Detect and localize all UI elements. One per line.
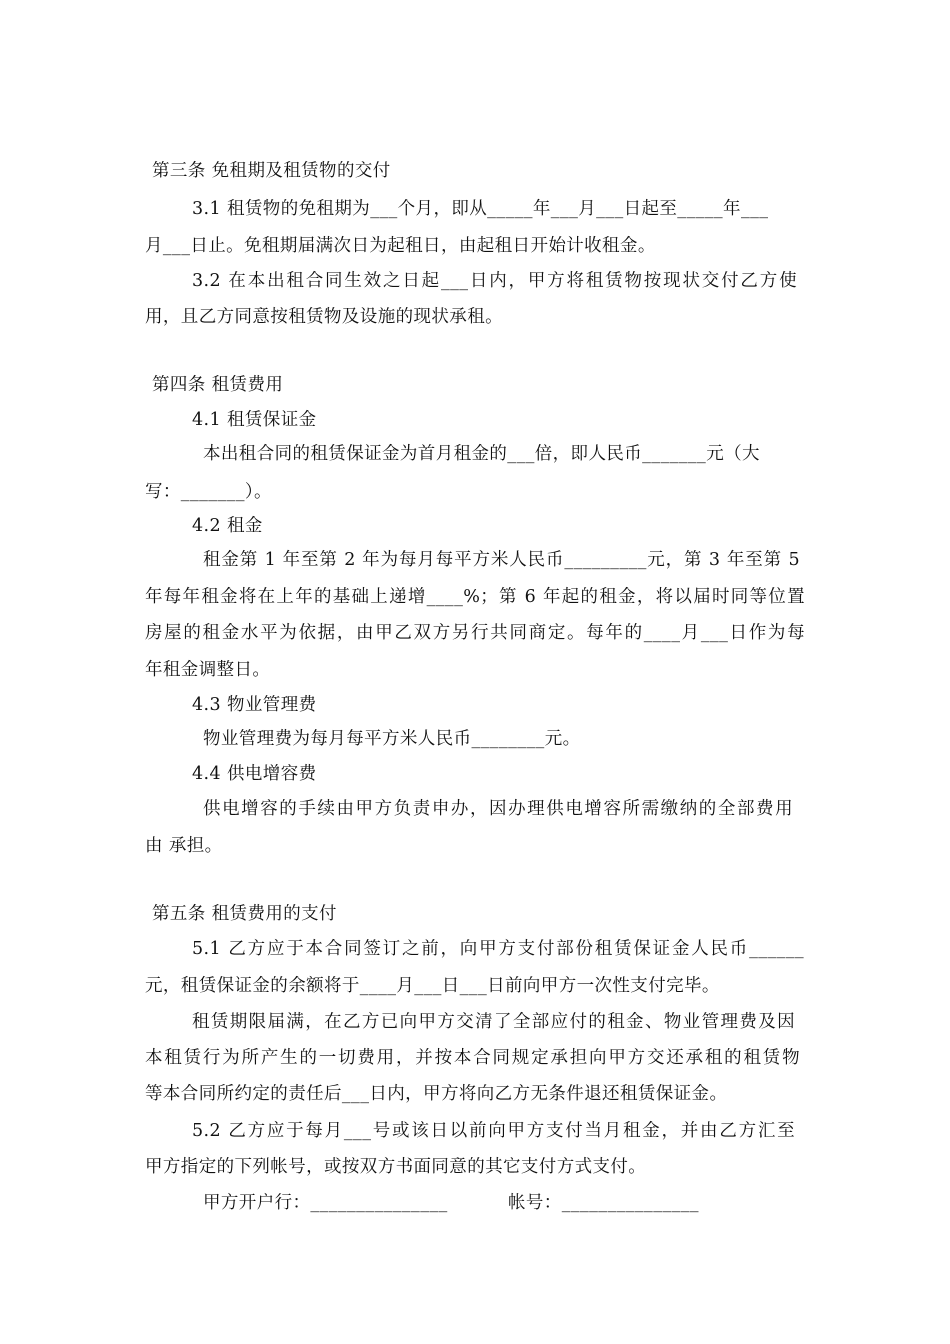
clause-4-2-line-3: 房屋的租金水平为依据，由甲乙双方另行共同商定。每年的____月___日作为每 [145, 623, 805, 643]
clause-4-4-title: 4.4 供电增容费 [192, 764, 317, 784]
clause-5-1-para-2-line-3: 等本合同所约定的责任后___日内，甲方将向乙方无条件退还租赁保证金。 [145, 1084, 728, 1104]
article-3-heading: 第三条 免租期及租赁物的交付 [152, 161, 391, 181]
clause-5-1-line-2: 元，租赁保证金的余额将于____月___日___日前向甲方一次性支付完毕。 [145, 976, 720, 996]
clause-4-1-line-2: 写：_______）。 [145, 482, 272, 502]
account-field-label: 帐号：_______________ [508, 1193, 699, 1213]
article-5-heading: 第五条 租赁费用的支付 [152, 904, 337, 924]
clause-3-1-line-1: 3.1 租赁物的免租期为___个月，即从_____年___月___日起至_____年___ [192, 199, 769, 219]
clause-5-1-line-1: 5.1 乙方应于本合同签订之前，向甲方支付部份租赁保证金人民币______ [192, 939, 804, 959]
clause-4-2-title: 4.2 租金 [192, 516, 263, 536]
clause-3-2-line-2: 用，且乙方同意按租赁物及设施的现状承租。 [145, 307, 503, 327]
clause-4-2-line-1: 租金第 1 年至第 2 年为每月每平方米人民币_________元，第 3 年至第 5 [203, 550, 800, 570]
clause-4-1-title: 4.1 租赁保证金 [192, 410, 317, 430]
clause-3-1-line-2: 月___日止。免租期届满次日为起租日，由起租日开始计收租金。 [145, 236, 656, 256]
clause-5-1-para-2-line-1: 租赁期限届满，在乙方已向甲方交清了全部应付的租金、物业管理费及因 [192, 1012, 795, 1032]
bank-field-label: 甲方开户行：_______________ [203, 1193, 448, 1213]
clause-5-1-para-2-line-2: 本租赁行为所产生的一切费用，并按本合同规定承担向甲方交还承租的租赁物 [145, 1048, 800, 1068]
clause-4-3-title: 4.3 物业管理费 [192, 695, 317, 715]
clause-4-4-line-2: 由 承担。 [145, 836, 223, 856]
clause-4-2-line-2: 年每年租金将在上年的基础上递增____%；第 6 年起的租金，将以届时同等位置 [145, 587, 805, 607]
article-4-heading: 第四条 租赁费用 [152, 375, 284, 395]
clause-5-2-line-1: 5.2 乙方应于每月___号或该日以前向甲方支付当月租金，并由乙方汇至 [192, 1121, 795, 1141]
clause-3-2-line-1: 3.2 在本出租合同生效之日起___日内，甲方将租赁物按现状交付乙方使 [192, 271, 797, 291]
clause-4-1-line-1: 本出租合同的租赁保证金为首月租金的___倍，即人民币_______元（大 [203, 444, 760, 464]
clause-5-2-line-2: 甲方指定的下列帐号，或按双方书面同意的其它支付方式支付。 [145, 1157, 647, 1177]
clause-4-4-line-1: 供电增容的手续由甲方负责申办，因办理供电增容所需缴纳的全部费用 [203, 799, 793, 819]
clause-4-3-line-1: 物业管理费为每月每平方米人民币________元。 [203, 729, 581, 749]
clause-4-2-line-4: 年租金调整日。 [145, 660, 271, 680]
